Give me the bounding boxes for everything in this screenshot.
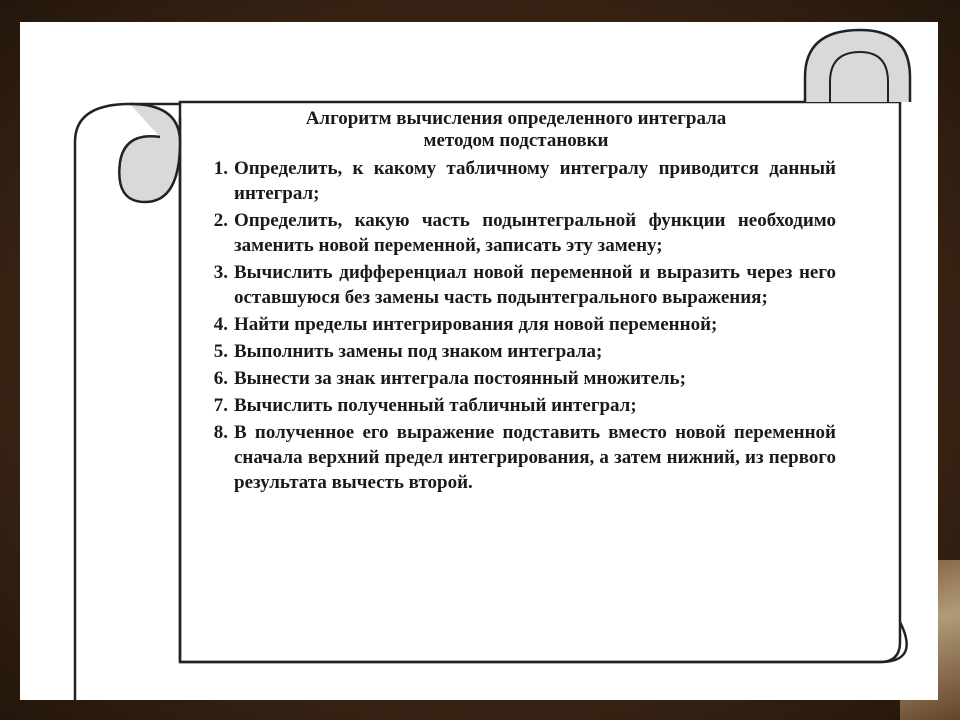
step-text: Вычислить дифференциал новой переменной и выразить через него оставшуюся без замены часть подынтегрального выражения;	[234, 262, 836, 308]
slide	[20, 22, 938, 700]
title-line-1: Алгоритм вычисления определенного интеграла	[305, 108, 727, 129]
title-line-2: методом подстановки	[423, 130, 609, 151]
step-text: Выполнить замены под знаком интеграла;	[234, 341, 603, 362]
list-item	[196, 312, 836, 337]
document-title	[196, 108, 836, 152]
step-number: 3.	[213, 262, 228, 283]
step-text: Вычислить полученный табличный интеграл;	[234, 395, 637, 416]
step-number: 6.	[213, 368, 228, 389]
list-item	[196, 156, 836, 206]
list-item	[196, 393, 836, 418]
step-number: 8.	[213, 422, 228, 443]
algorithm-text	[196, 108, 836, 497]
step-number: 5.	[213, 341, 228, 362]
step-number: 4.	[213, 314, 228, 335]
step-number: 7.	[213, 395, 228, 416]
step-number: 1.	[213, 158, 228, 179]
step-number: 2.	[213, 210, 228, 231]
step-text: В полученное его выражение подставить вместо новой переменной сначала верхний предел интегрирования, а затем нижний, из первого результата вычесть второй.	[234, 422, 836, 493]
scroll-left-roll	[119, 104, 180, 202]
step-text: Определить, к какому табличному интегралу приводится данный интеграл;	[234, 158, 836, 204]
list-item	[196, 208, 836, 258]
step-text: Найти пределы интегрирования для новой переменной;	[234, 314, 718, 335]
steps-list	[196, 156, 836, 495]
list-item	[196, 366, 836, 391]
list-item	[196, 260, 836, 310]
scroll-right-roll	[805, 30, 910, 102]
step-text: Вынести за знак интеграла постоянный множитель;	[234, 368, 686, 389]
list-item	[196, 420, 836, 495]
step-text: Определить, какую часть подынтегральной функции необходимо заменить новой переменной, записать эту замену;	[234, 210, 836, 256]
list-item	[196, 339, 836, 364]
